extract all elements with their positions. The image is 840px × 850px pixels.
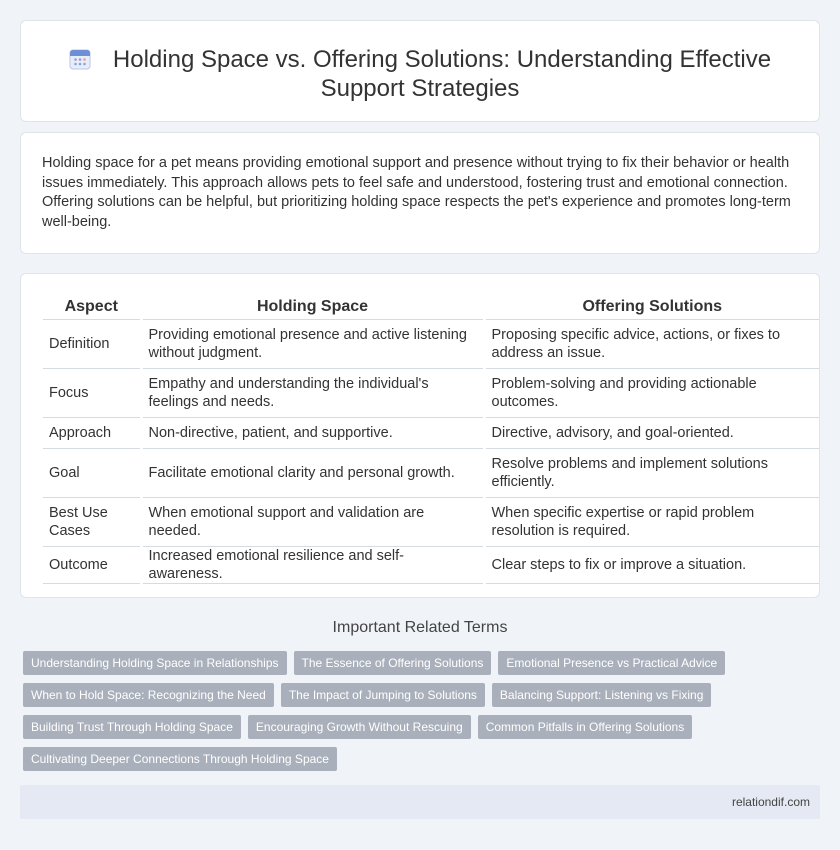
column-header-holding-space: Holding Space — [141, 296, 484, 319]
row-aspect-cell: Approach — [43, 417, 141, 448]
comparison-table-card — [20, 273, 820, 598]
holding-space-cell: Facilitate emotional clarity and personal growth. — [141, 448, 484, 497]
related-term-tag[interactable]: Understanding Holding Space in Relationships — [23, 651, 287, 675]
table-row — [43, 497, 819, 546]
calendar-icon — [69, 48, 91, 70]
related-term-tag[interactable]: Encouraging Growth Without Rescuing — [248, 715, 471, 739]
table-row — [43, 368, 819, 417]
offering-solutions-cell: Directive, advisory, and goal-oriented. — [484, 417, 819, 448]
page-title — [21, 45, 819, 103]
row-aspect-cell: Outcome — [43, 546, 141, 583]
footer-bar — [20, 785, 820, 819]
row-aspect-cell: Best Use Cases — [43, 497, 141, 546]
related-term-tag[interactable]: Balancing Support: Listening vs Fixing — [492, 683, 711, 707]
related-term-tag[interactable]: Common Pitfalls in Offering Solutions — [478, 715, 693, 739]
table-row — [43, 546, 819, 583]
related-terms-list — [23, 651, 783, 771]
related-term-tag[interactable]: The Essence of Offering Solutions — [294, 651, 492, 675]
holding-space-cell: Providing emotional presence and active listening without judgment. — [141, 319, 484, 368]
related-term-tag[interactable]: Building Trust Through Holding Space — [23, 715, 241, 739]
row-aspect-cell: Goal — [43, 448, 141, 497]
table-row — [43, 319, 819, 368]
related-term-tag[interactable]: Emotional Presence vs Practical Advice — [498, 651, 725, 675]
holding-space-cell: Non-directive, patient, and supportive. — [141, 417, 484, 448]
holding-space-cell: Empathy and understanding the individual's feelings and needs. — [141, 368, 484, 417]
column-header-offering-solutions: Offering Solutions — [484, 296, 819, 319]
intro-card — [20, 132, 820, 254]
table-header-row — [43, 296, 819, 319]
related-terms-heading: Important Related Terms — [332, 619, 508, 636]
footer-site-link[interactable]: relationdif.com — [731, 795, 810, 809]
column-header-aspect: Aspect — [43, 296, 141, 319]
offering-solutions-cell: When specific expertise or rapid problem resolution is required. — [484, 497, 819, 546]
offering-solutions-cell: Proposing specific advice, actions, or fixes to address an issue. — [484, 319, 819, 368]
intro-paragraph: Holding space for a pet means providing emotional support and presence without trying to fix their behavior or health issues immediately. This approach allows pets to feel safe and understood, fostering trust and emotional connection. Offering solutions can be helpful, but prioritizing holding space respects the pet's experience and promotes long-term well-being. — [42, 155, 791, 230]
related-term-tag[interactable]: When to Hold Space: Recognizing the Need — [23, 683, 274, 707]
offering-solutions-cell: Resolve problems and implement solutions efficiently. — [484, 448, 819, 497]
offering-solutions-cell: Problem-solving and providing actionable outcomes. — [484, 368, 819, 417]
offering-solutions-cell: Clear steps to fix or improve a situation. — [484, 546, 819, 583]
table-row — [43, 417, 819, 448]
holding-space-cell: When emotional support and validation are needed. — [141, 497, 484, 546]
row-aspect-cell: Focus — [43, 368, 141, 417]
related-term-tag[interactable]: Cultivating Deeper Connections Through Holding Space — [23, 747, 337, 771]
comparison-table — [43, 296, 819, 584]
page-title-text: Holding Space vs. Offering Solutions: Understanding Effective Support Strategies — [112, 46, 772, 102]
header-card — [20, 20, 820, 122]
row-aspect-cell: Definition — [43, 319, 141, 368]
holding-space-cell: Increased emotional resilience and self-awareness. — [141, 546, 484, 583]
table-row — [43, 448, 819, 497]
related-term-tag[interactable]: The Impact of Jumping to Solutions — [281, 683, 485, 707]
